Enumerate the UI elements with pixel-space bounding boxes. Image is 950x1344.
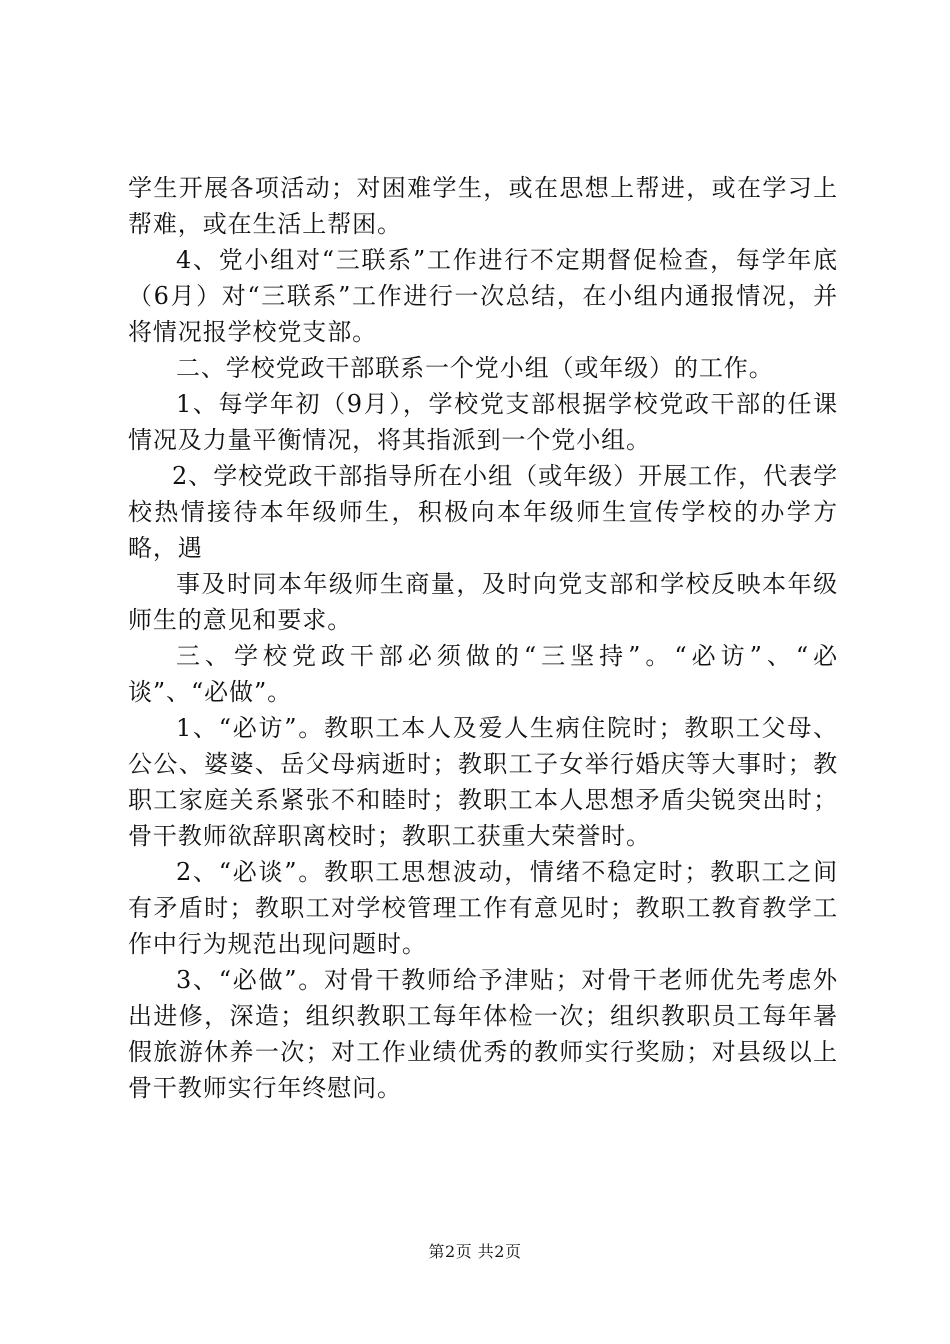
section-heading-2: 二、学校党政干部联系一个党小组（或年级）的工作。 <box>176 354 774 382</box>
section-heading-3: 三、学校党政干部必须做的“三坚持”。“必访”、“必谈”、“必做”。 <box>128 642 838 706</box>
paragraph-item-1: 1、每学年初（9月），学校党支部根据学校党政干部的任课情况及力量平衡情况，将其指派到一个党小组。 <box>128 390 838 454</box>
paragraph-continuation: 学生开展各项活动；对困难学生，或在思想上帮进，或在学习上帮难，或在生活上帮困。 <box>128 174 838 238</box>
paragraph-must-visit: 1、“必访”。教职工本人及爱人生病住院时；教职工父母、公公、婆婆、岳父母病逝时；教职工子女举行婚庆等大事时；教职工家庭关系紧张不和睦时；教职工本人思想矛盾尖锐突出时；骨干教师欲辞职离校时；教职工获重大荣誉时。 <box>128 714 838 850</box>
paragraph-item-2-continued: 事及时同本年级师生商量，及时向党支部和学校反映本年级师生的意见和要求。 <box>128 570 838 634</box>
paragraph-item-4: 4、党小组对“三联系”工作进行不定期督促检查，每学年底（6月）对“三联系”工作进行一次总结，在小组内通报情况，并将情况报学校党支部。 <box>128 246 838 346</box>
page-number-footer: 第2页 共2页 <box>428 1242 522 1261</box>
paragraph-must-talk: 2、“必谈”。教职工思想波动，情绪不稳定时；教职工之间有矛盾时；教职工对学校管理工作有意见时；教职工教育教学工作中行为规范出现问题时。 <box>128 858 838 958</box>
paragraph-item-2: 2、学校党政干部指导所在小组（或年级）开展工作，代表学校热情接待本年级师生，积极向本年级师生宣传学校的办学方略，遇 <box>128 462 838 562</box>
document-body <box>128 170 838 1106</box>
paragraph-must-do: 3、“必做”。对骨干教师给予津贴；对骨干老师优先考虑外出进修，深造；组织教职工每年体检一次；组织教职员工每年暑假旅游休养一次；对工作业绩优秀的教师实行奖励；对县级以上骨干教师实行年终慰问。 <box>128 966 838 1102</box>
